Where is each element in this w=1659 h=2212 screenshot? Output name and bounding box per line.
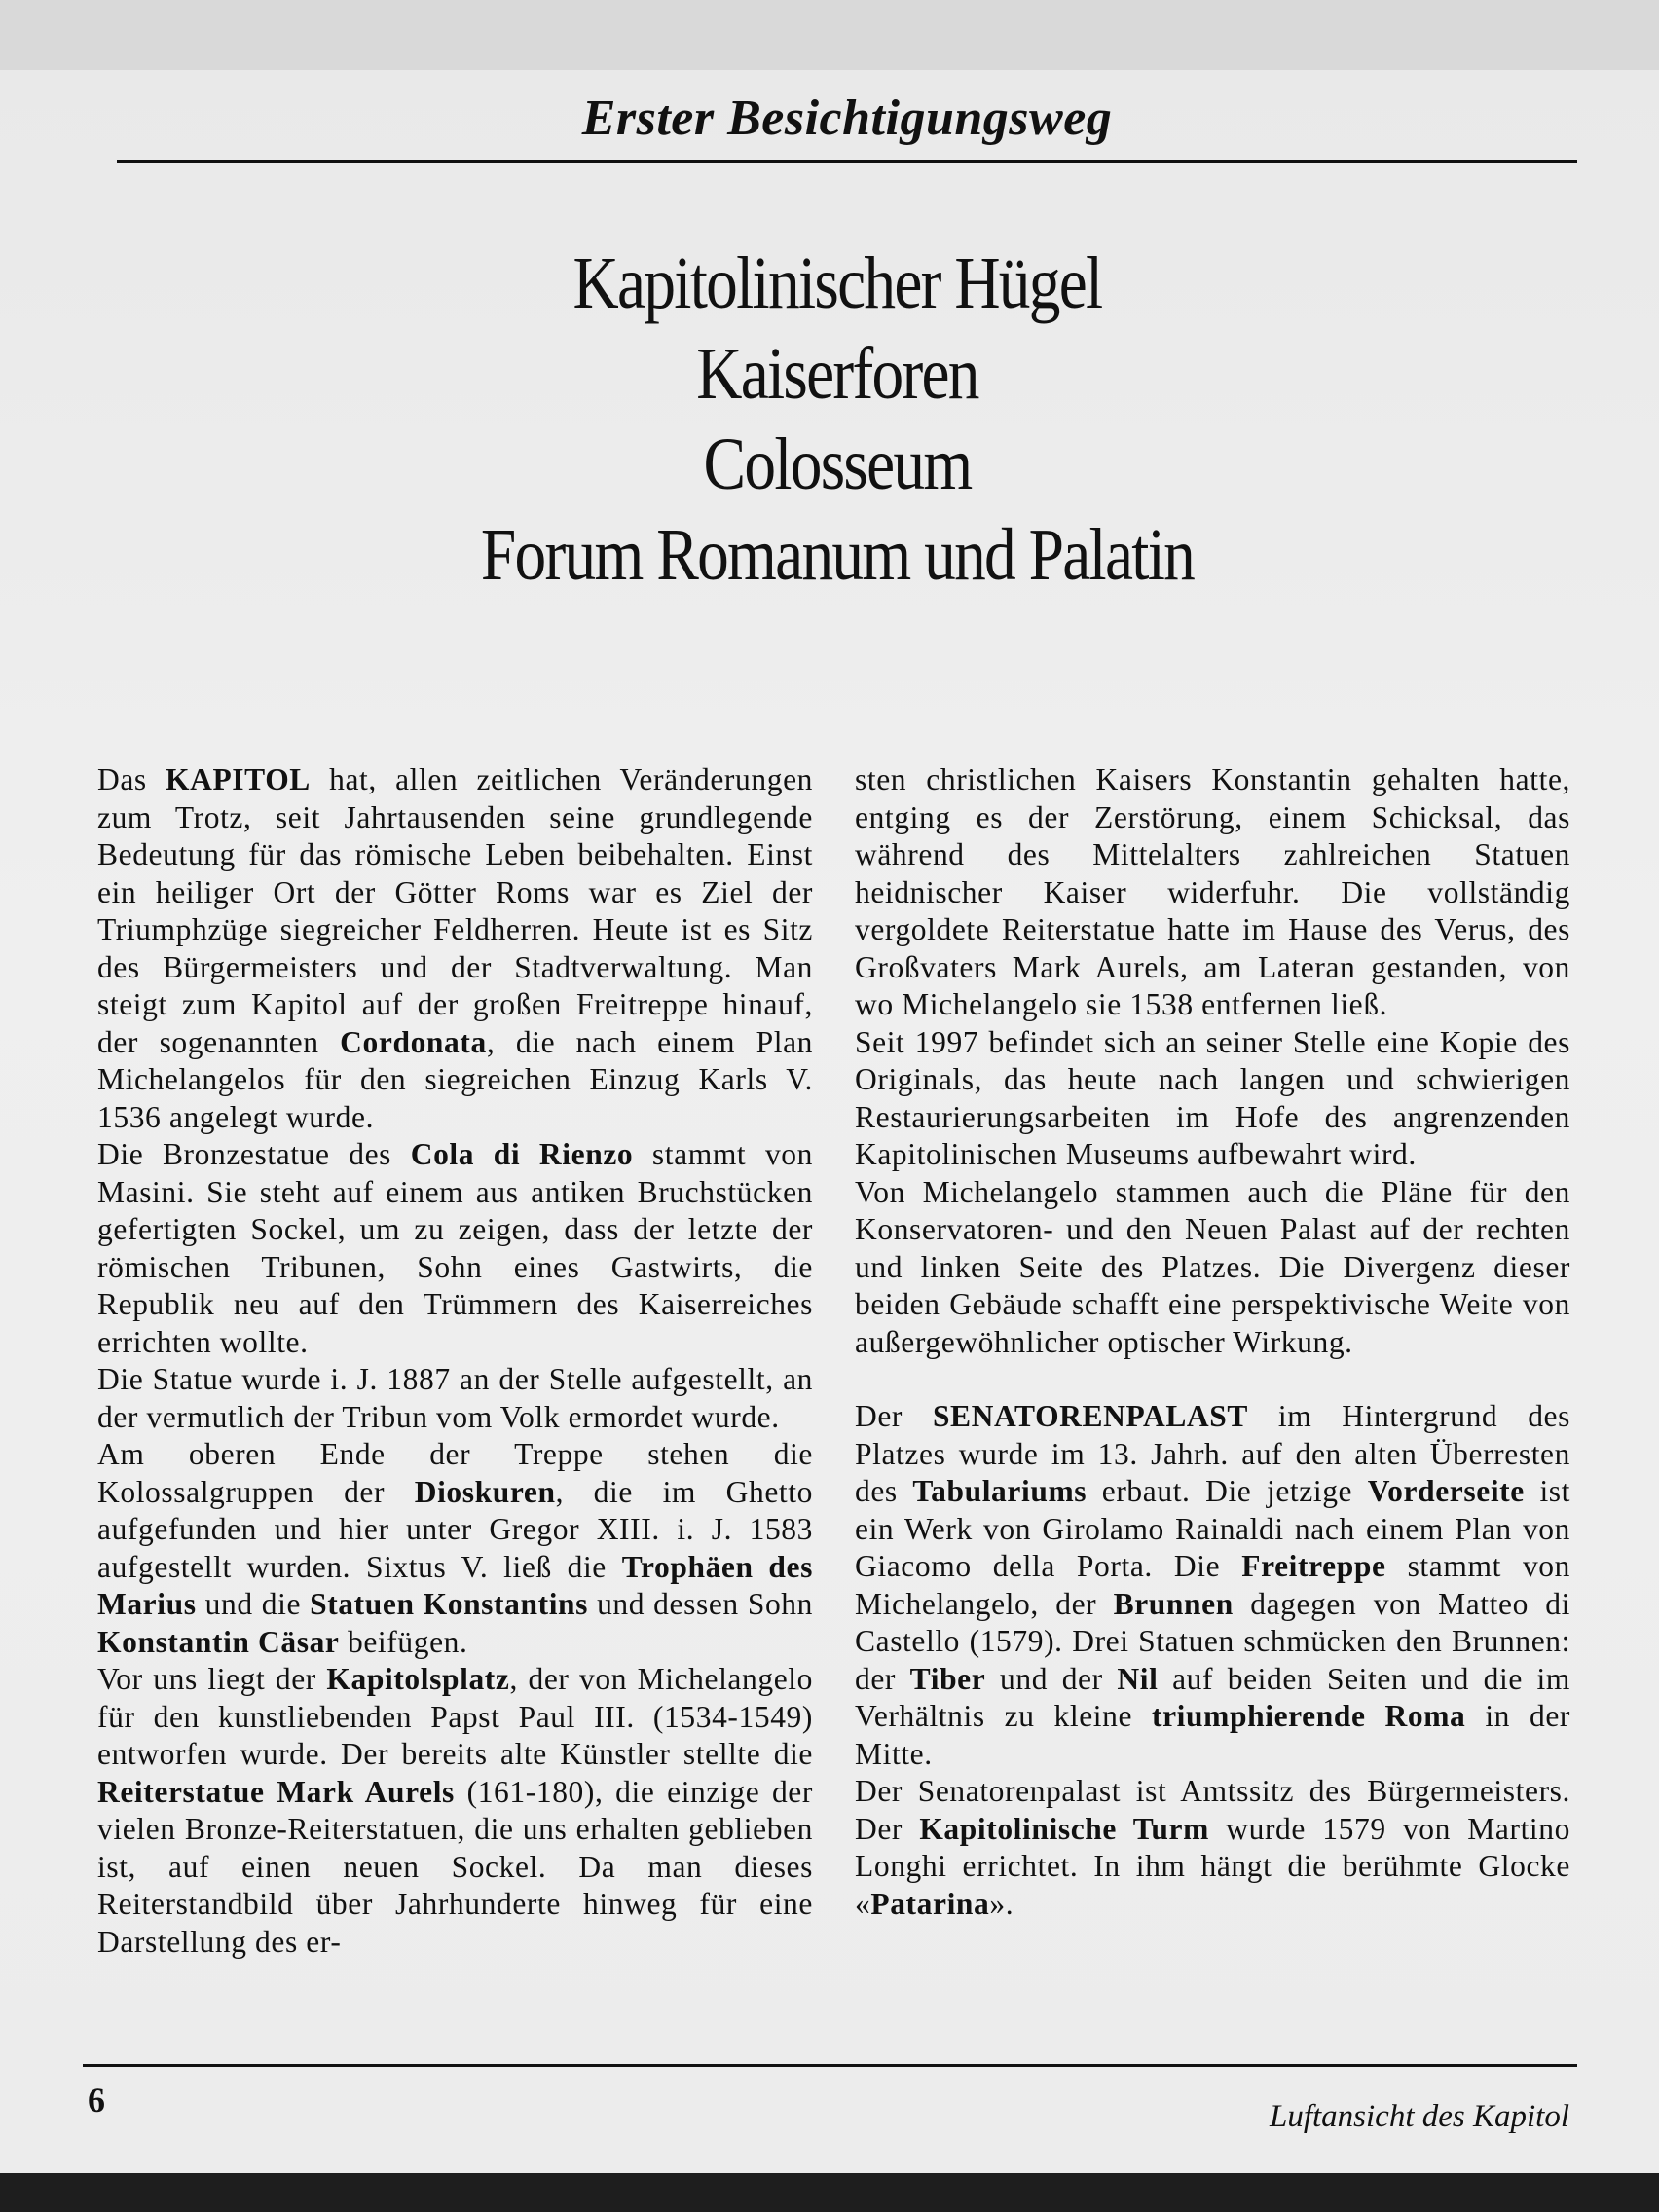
paragraph: Von Michelangelo stammen auch die Pläne für den Konservatoren- und den Neuen Palast auf der rechten und linken Seite des Platzes. Die Divergenz dieser beiden Gebäude schafft eine perspektivische Weite von außergewöhnlicher optischer Wirkung. bbox=[855, 1174, 1570, 1359]
paragraph: Seit 1997 befindet sich an seiner Stelle eine Kopie des Originals, das heute nach langen und schwierigen Restaurierungsarbeiten im Hofe des angrenzenden Kapitolinischen Museums aufbewahrt wird. bbox=[855, 1024, 1570, 1171]
paragraph-gap bbox=[855, 1361, 1570, 1398]
header-rule bbox=[117, 160, 1577, 163]
paragraph: Vor uns liegt der Kapitolsplatz, der von Michelangelo für den kunstliebenden Papst Paul III. (1534-1549) entworfen wurde. Der bereits alte Künstler stellte die Reiterstatue Mark Aurels (161-180), die einzige der vielen Bronze-Reiterstatuen, die uns erhalten geblieben ist, auf einen neuen Sockel. Da man dieses Reiterstandbild über Jahrhunderte hinweg für eine Darstellung des er- bbox=[97, 1662, 813, 1959]
chapter-title bbox=[292, 239, 1382, 601]
page-edge-bottom bbox=[0, 2173, 1659, 2212]
text-column-right bbox=[855, 761, 1570, 1923]
text-column-left bbox=[97, 761, 813, 1961]
title-line-4: Forum Romanum und Palatin bbox=[480, 514, 1195, 596]
title-line-1: Kapitolinischer Hügel bbox=[572, 242, 1102, 324]
paragraph: sten christlichen Kaisers Konstantin gehalten hatte, entging es der Zerstörung, einem Schicksal, das während des Mittelalters zahlreichen Statuen heidnischer Kaiser widerfuhr. Die vollständig vergoldete Reiterstatue hatte im Hause des Verus, des Großvaters Mark Aurels, am Lateran gestanden, von wo Michelangelo sie 1538 entfernen ließ. bbox=[855, 762, 1570, 1021]
paragraph: Die Bronzestatue des Cola di Rienzo stammt von Masini. Sie steht auf einem aus antiken Bruchstücken gefertigten Sockel, um zu zeigen, dass der letzte der römischen Tribunen, Sohn eines Gastwirts, die Republik neu auf den Trümmern des Kaiserreiches errichten wollte. bbox=[97, 1137, 813, 1359]
page-edge-top bbox=[0, 0, 1659, 70]
footer-rule bbox=[83, 2064, 1577, 2067]
paragraph: Am oberen Ende der Treppe stehen die Kolossalgruppen der Dioskuren, die im Ghetto aufgefunden und hier unter Gregor XIII. i. J. 1583 aufgestellt wurden. Sixtus V. ließ die Trophäen des Marius und die Statuen Konstantins und dessen Sohn Konstantin Cäsar beifügen. bbox=[97, 1437, 813, 1659]
paragraph: Die Statue wurde i. J. 1887 an der Stelle aufgestellt, an der vermutlich der Tribun vom Volk ermordet wurde. bbox=[97, 1362, 813, 1434]
image-caption: Luftansicht des Kapitol bbox=[1269, 2099, 1569, 2134]
paragraph: Das KAPITOL hat, allen zeitlichen Veränderungen zum Trotz, seit Jahrtausenden seine grundlegende Bedeutung für das römische Leben beibehalten. Einst ein heiliger Ort der Götter Roms war es Ziel der Triumphzüge siegreicher Feldherren. Heute ist es Sitz des Bürgermeisters und der Stadtverwaltung. Man steigt zum Kapitol auf der großen Freitreppe hinauf, der sogenannten Cordonata, die nach einem Plan Michelangelos für den siegreichen Einzug Karls V. 1536 angelegt wurde. bbox=[97, 762, 814, 1134]
page-number: 6 bbox=[88, 2081, 105, 2120]
paragraph: Der SENATORENPALAST im Hintergrund des Platzes wurde im 13. Jahrh. auf den alten Überresten des Tabulariums erbaut. Die jetzige Vorderseite ist ein Werk von Girolamo Rainaldi nach einem Plan von Giacomo della Porta. Die Freitreppe stammt von Michelangelo, der Brunnen dagegen von Matteo di Castello (1579). Drei Statuen schmücken den Brunnen: der Tiber und der Nil auf beiden Seiten und die im Verhältnis zu kleine triumphierende Roma in der Mitte. bbox=[855, 1399, 1571, 1771]
title-line-2: Kaiserforen bbox=[696, 333, 978, 415]
title-line-3: Colosseum bbox=[703, 424, 972, 505]
running-head: Erster Besichtigungsweg bbox=[581, 91, 1113, 146]
paragraph: Der Senatorenpalast ist Amtssitz des Bürgermeisters. Der Kapitolinische Turm wurde 1579 von Martino Longhi errichtet. In ihm hängt die berühmte Glocke «Patarina». bbox=[855, 1774, 1570, 1921]
